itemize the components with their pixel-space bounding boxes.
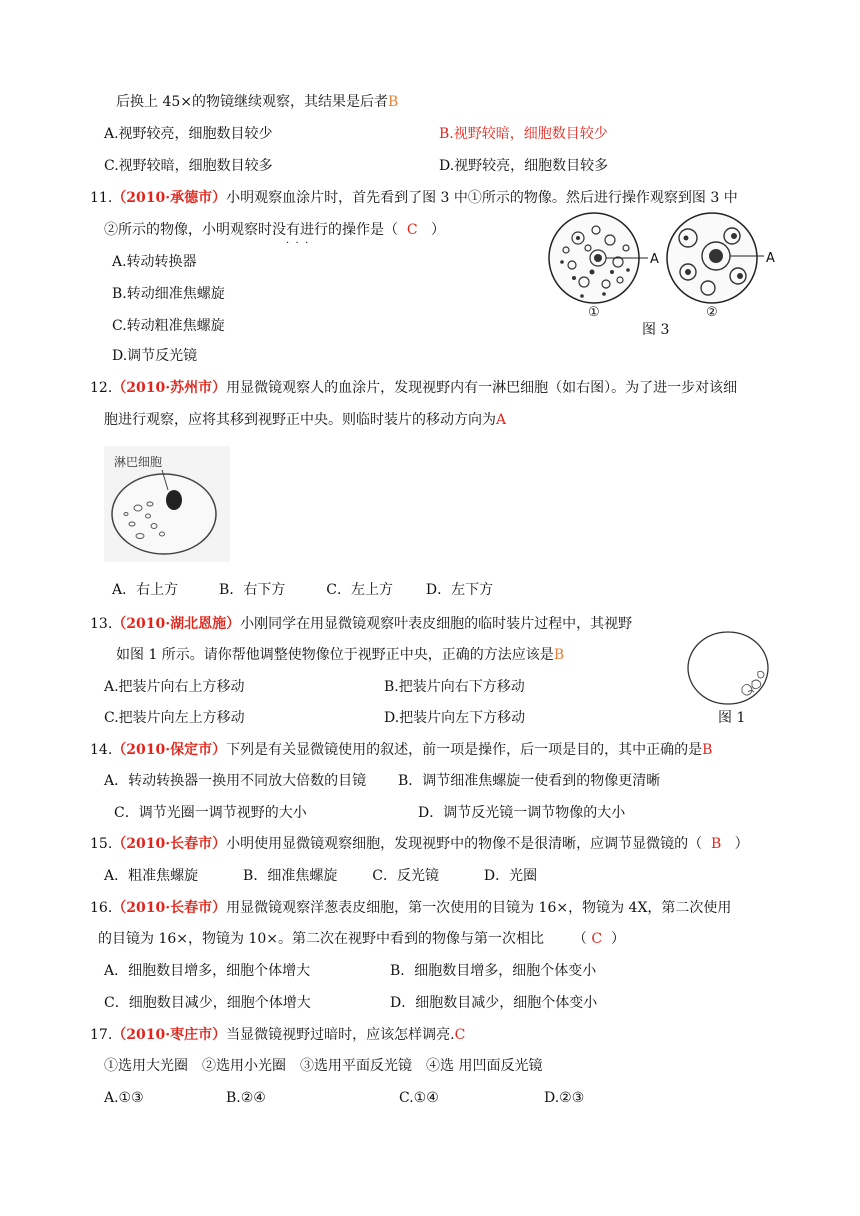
q12-number: 12. bbox=[90, 380, 113, 396]
q15-text1: 小明使用显微镜观察细胞，发现视野中的物像不是很清晰，应调节显微镜的（ bbox=[226, 836, 703, 852]
q14-answer: B bbox=[702, 742, 713, 758]
q13-stem-line1 bbox=[90, 614, 632, 634]
q12-option-b: B．右下方 bbox=[219, 582, 286, 598]
q11-stem-line2 bbox=[104, 220, 445, 240]
q12-answer: A bbox=[496, 412, 507, 428]
q17-stem bbox=[90, 1025, 465, 1045]
q16-answer: C bbox=[591, 931, 603, 947]
q10-option-b: B.视野较暗，细胞数目较少 bbox=[439, 126, 608, 142]
fig3-label-a1: A bbox=[650, 252, 659, 267]
q12-option-c: C．左上方 bbox=[326, 582, 393, 598]
q11-option-d: D.调节反光镜 bbox=[112, 348, 198, 364]
q15-option-b: B．细准焦螺旋 bbox=[243, 868, 338, 884]
q13-answer: B bbox=[553, 647, 565, 663]
q16-close-paren: ） bbox=[610, 931, 625, 947]
q12-stem-line2 bbox=[104, 410, 506, 430]
q14-option-b: B．调节细准焦螺旋一使看到的物像更清晰 bbox=[398, 773, 661, 789]
q15-option-d: D．光圈 bbox=[483, 868, 538, 884]
q17-answer: C bbox=[454, 1027, 466, 1043]
q16-stem-line2 bbox=[98, 929, 625, 949]
q17-option-b: B.②④ bbox=[226, 1090, 266, 1106]
figure-1-view-field bbox=[686, 630, 772, 708]
emphasis-dots: · · · bbox=[286, 238, 309, 249]
q17-option-a: A.①③ bbox=[104, 1090, 144, 1106]
q12-option-d: D．左下方 bbox=[425, 582, 494, 598]
q10-option-c: C.视野较暗，细胞数目较多 bbox=[104, 158, 273, 174]
q16-text2: 的目镜为 16×，物镜为 10×。第二次在视野中看到的物像与第一次相比 bbox=[98, 931, 544, 947]
lymphocyte-cell bbox=[166, 490, 182, 510]
q13-source: （2010·湖北恩施） bbox=[112, 616, 241, 632]
q14-stem bbox=[90, 740, 712, 760]
q10-option-d: D.视野较亮，细胞数目较多 bbox=[439, 158, 609, 174]
q11-text2: ②所示的物像，小明观察时没有进行的操作是（ bbox=[104, 222, 398, 238]
q13-text2: 如图 1 所示。请你帮他调整使物像位于视野正中央，正确的方法应该是 bbox=[116, 647, 554, 663]
q16-text1: 用显微镜观察洋葱表皮细胞，第一次使用的目镜为 16×，物镜为 4X，第二次使用 bbox=[226, 900, 732, 916]
q15-option-a: A．粗准焦螺旋 bbox=[104, 868, 199, 884]
q14-text1: 下列是有关显微镜使用的叙述，前一项是操作，后一项是目的，其中正确的是 bbox=[226, 742, 703, 758]
q17-option-c: C.①④ bbox=[399, 1090, 439, 1106]
q11-stem-line1 bbox=[90, 188, 738, 208]
q11-option-c: C.转动粗准焦螺旋 bbox=[112, 318, 225, 334]
q11-text1: 小明观察血涂片时，首先看到了图 3 中①所示的物像。然后进行操作观察到图 3 中 bbox=[226, 190, 738, 206]
q14-number: 14. bbox=[90, 742, 113, 758]
q14-option-d: D．调节反光镜一调节物像的大小 bbox=[418, 805, 626, 821]
q17-option-d: D.②③ bbox=[544, 1090, 585, 1106]
q13-number: 13. bbox=[90, 616, 113, 632]
q16-option-d: D．细胞数目减少，细胞个体变小 bbox=[390, 995, 598, 1011]
q15-number: 15. bbox=[90, 836, 113, 852]
q10-continuation bbox=[116, 92, 398, 112]
q10-text: 后换上 45×的物镜继续观察，其结果是后者 bbox=[116, 94, 388, 110]
q17-text1: 当显微镜视野过暗时，应该怎样调亮. bbox=[226, 1027, 455, 1043]
q12-stem-line1 bbox=[90, 378, 737, 398]
fig3-num1: ① bbox=[588, 305, 600, 320]
q16-number: 16. bbox=[90, 900, 113, 916]
q13-text1: 小刚同学在用显微镜观察叶表皮细胞的临时装片过程中，其视野 bbox=[240, 616, 633, 632]
q12-option-a: A．右上方 bbox=[112, 582, 179, 598]
q13-option-b: B.把装片向右下方移动 bbox=[384, 679, 525, 695]
q11-number: 11. bbox=[90, 190, 113, 206]
lymphocyte-figure bbox=[104, 446, 230, 562]
q14-option-a: A．转动转换器一换用不同放大倍数的目镜 bbox=[104, 773, 367, 789]
q16-stem-line1 bbox=[90, 898, 731, 918]
q15-close-paren: ） bbox=[734, 836, 749, 852]
q12-text2: 胞进行观察，应将其移到视野正中央。则临时装片的移动方向为 bbox=[104, 412, 496, 428]
q13-option-c: C.把装片向左上方移动 bbox=[104, 710, 245, 726]
q16-option-c: C．细胞数目减少，细胞个体增大 bbox=[104, 995, 311, 1011]
figure-1-caption: 图 1 bbox=[718, 710, 746, 726]
q16-option-a: A．细胞数目增多，细胞个体增大 bbox=[104, 963, 311, 979]
q15-options bbox=[104, 866, 537, 886]
q10-option-a: A.视野较亮，细胞数目较少 bbox=[104, 126, 273, 142]
q15-stem bbox=[90, 834, 749, 854]
q11-source: （2010·承德市） bbox=[112, 190, 227, 206]
q16-option-b: B．细胞数目增多，细胞个体变小 bbox=[390, 963, 597, 979]
q17-source: （2010·枣庄市） bbox=[112, 1027, 227, 1043]
q12-options bbox=[112, 580, 493, 600]
fig3-label-a2: A bbox=[766, 251, 775, 266]
q11-close-paren: ） bbox=[430, 222, 445, 238]
fig3-num2: ② bbox=[706, 305, 718, 320]
q17-items: ①选用大光圈 ②选用小光圈 ③选用平面反光镜 ④选 用凹面反光镜 bbox=[104, 1058, 543, 1074]
lymphocyte-label: 淋巴细胞 bbox=[114, 455, 163, 469]
q13-option-a: A.把装片向右上方移动 bbox=[104, 679, 245, 695]
q16-source: （2010·长春市） bbox=[112, 900, 227, 916]
q10-answer: B bbox=[388, 94, 399, 110]
q15-answer: B bbox=[711, 836, 722, 852]
q17-number: 17. bbox=[90, 1027, 113, 1043]
q15-source: （2010·长春市） bbox=[112, 836, 227, 852]
q11-option-a: A.转动转换器 bbox=[112, 254, 197, 270]
q13-stem-line2 bbox=[116, 645, 564, 665]
q11-option-b: B.转动细准焦螺旋 bbox=[112, 286, 225, 302]
q13-option-d: D.把装片向左下方移动 bbox=[384, 710, 526, 726]
q16-open-paren: （ bbox=[572, 931, 587, 947]
q15-option-c: C．反光镜 bbox=[372, 868, 439, 884]
q12-text1: 用显微镜观察人的血涂片，发现视野内有一淋巴细胞（如右图）。为了进一步对该细 bbox=[226, 380, 738, 396]
q11-answer: C bbox=[406, 222, 418, 238]
q12-source: （2010·苏州市） bbox=[112, 380, 227, 396]
q14-source: （2010·保定市） bbox=[112, 742, 227, 758]
figure-3-caption: 图 3 bbox=[642, 322, 670, 338]
q14-option-c: C．调节光圈一调节视野的大小 bbox=[114, 805, 307, 821]
